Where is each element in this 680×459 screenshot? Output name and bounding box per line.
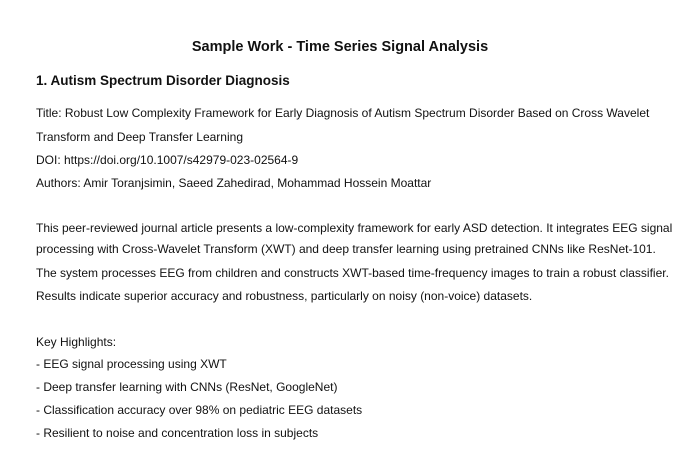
paper-title-line-2: Transform and Deep Transfer Learning	[36, 130, 243, 144]
section-heading: 1. Autism Spectrum Disorder Diagnosis	[36, 73, 290, 88]
highlight-item: - Resilient to noise and concentration loss in subjects	[36, 426, 319, 440]
paper-title-line-1: Title: Robust Low Complexity Framework for Early Diagnosis of Autism Spectrum Disorder Based on Cross Wavelet	[36, 106, 650, 120]
summary-line-1: This peer-reviewed journal article presents a low-complexity framework for early ASD detection. It integrates EEG signal	[36, 221, 673, 235]
highlights-heading: Key Highlights:	[36, 335, 117, 349]
highlight-item: - EEG signal processing using XWT	[36, 357, 227, 371]
summary-line-3: The system processes EEG from children and constructs XWT-based time-frequency images to train a robust classifier.	[36, 266, 669, 280]
paper-doi: DOI: https://doi.org/10.1007/s42979-023-02564-9	[36, 153, 299, 167]
summary-line-4: Results indicate superior accuracy and robustness, particularly on noisy (non-voice) datasets.	[36, 289, 533, 303]
highlight-item: - Deep transfer learning with CNNs (ResNet, GoogleNet)	[36, 380, 338, 394]
document-title: Sample Work - Time Series Signal Analysis	[191, 39, 489, 55]
highlight-item: - Classification accuracy over 98% on pediatric EEG datasets	[36, 403, 363, 417]
paper-authors: Authors: Amir Toranjsimin, Saeed Zahedirad, Mohammad Hossein Moattar	[36, 176, 432, 190]
summary-line-2: processing with Cross-Wavelet Transform (XWT) and deep transfer learning using pretrained CNNs like ResNet-101.	[36, 242, 656, 256]
